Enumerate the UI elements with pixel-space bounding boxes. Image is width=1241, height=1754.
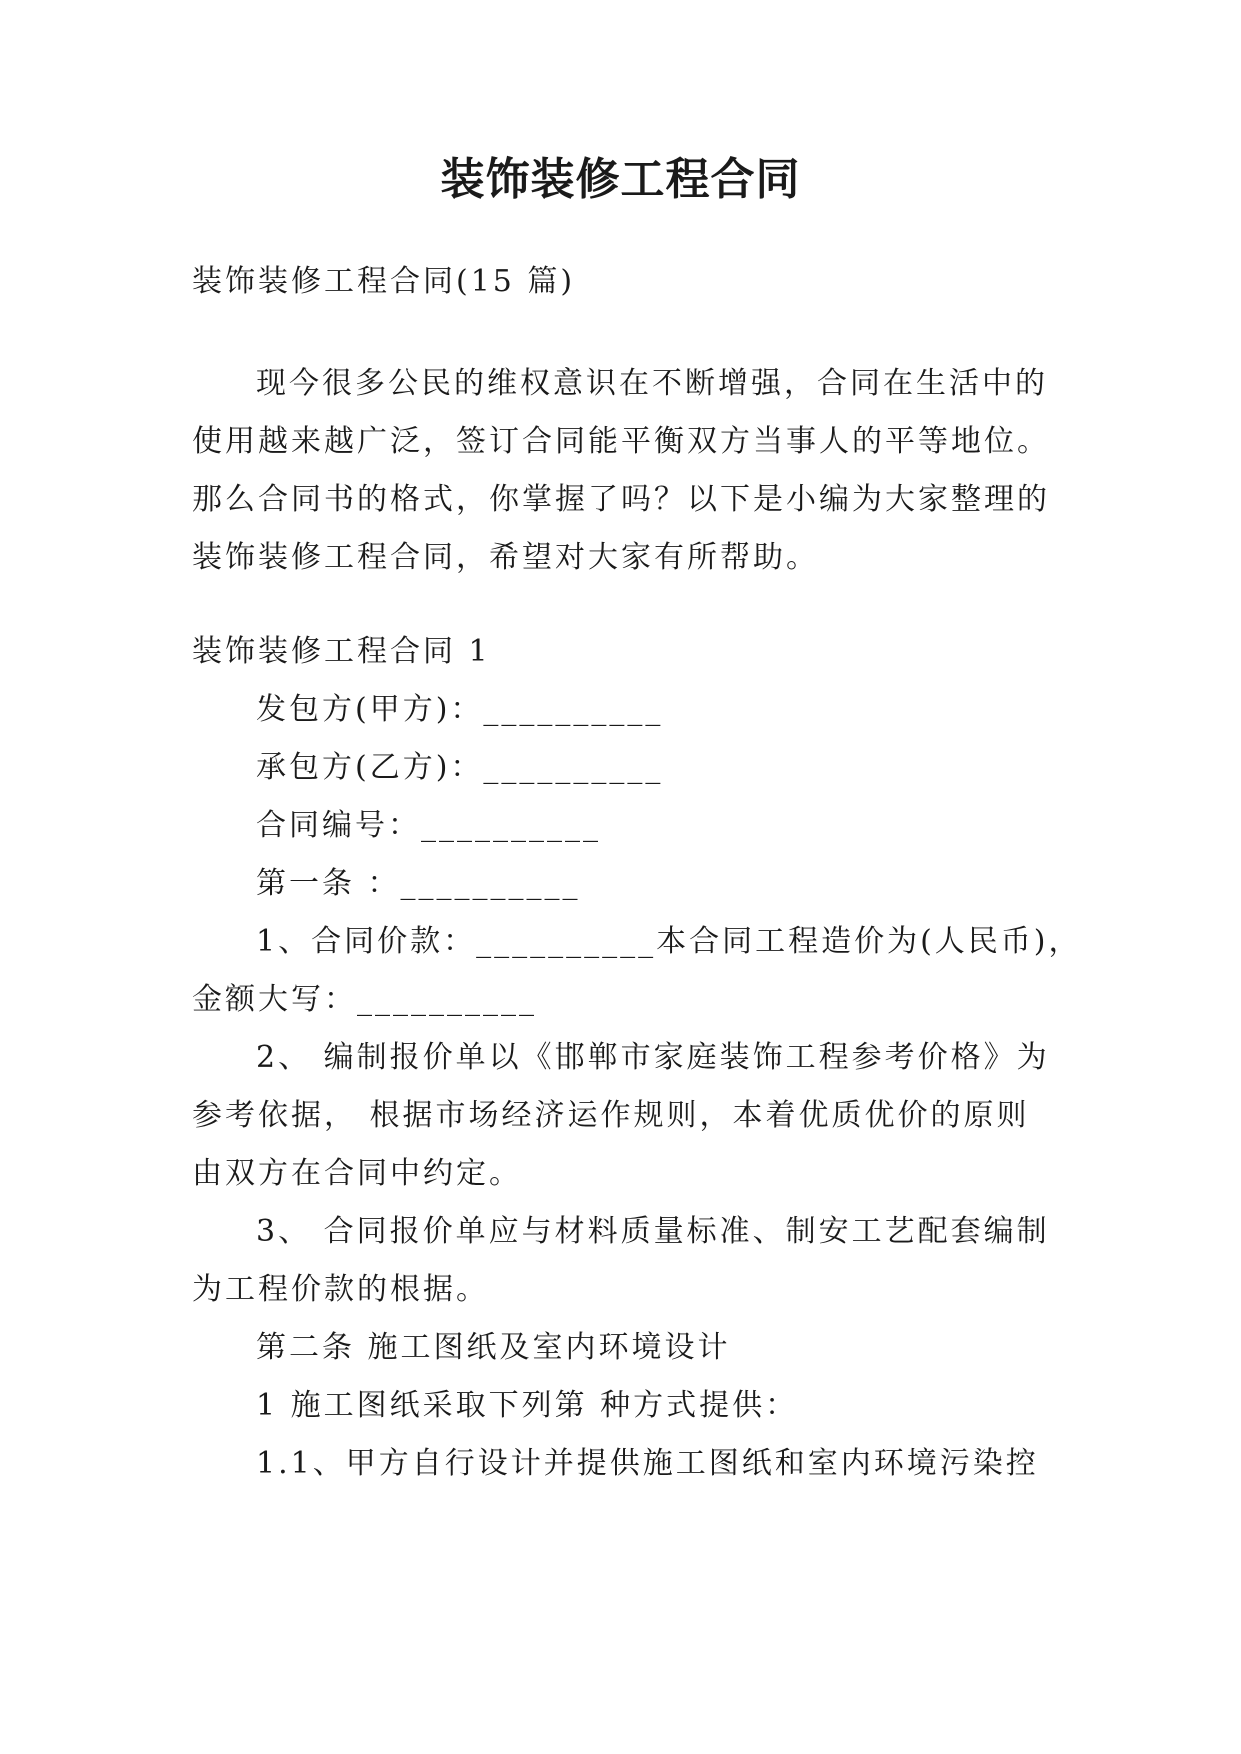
article-2-heading: 第二条 施工图纸及室内环境设计 xyxy=(256,1330,731,1365)
document-subtitle: 装饰装修工程合同(15 篇) xyxy=(192,264,576,299)
intro-line-4: 装饰装修工程合同，希望对大家有所帮助。 xyxy=(192,540,819,575)
item-3-line-1: 3、 合同报价单应与材料质量标准、制安工艺配套编制 xyxy=(256,1214,1050,1249)
drawing-clause-1-1: 1.1、甲方自行设计并提供施工图纸和室内环境污染控 xyxy=(256,1446,1039,1481)
drawing-clause-1: 1 施工图纸采取下列第 种方式提供： xyxy=(256,1388,799,1423)
intro-line-3: 那么合同书的格式，你掌握了吗？以下是小编为大家整理的 xyxy=(192,482,1050,517)
intro-line-1: 现今很多公民的维权意识在不断增强，合同在生活中的 xyxy=(256,366,1048,401)
item-2-line-2: 参考依据， 根据市场经济运作规则，本着优质优价的原则 xyxy=(192,1098,1030,1133)
item-2-line-1: 2、 编制报价单以《邯郸市家庭装饰工程参考价格》为 xyxy=(256,1040,1050,1075)
item-2-line-3: 由双方在合同中约定。 xyxy=(192,1156,522,1191)
price-line-2: 金额大写：__________ xyxy=(192,982,537,1017)
intro-line-2: 使用越来越广泛，签订合同能平衡双方当事人的平等地位。 xyxy=(192,424,1050,459)
document-title: 装饰装修工程合同 xyxy=(440,154,801,205)
article-1-heading: 第一条 ：__________ xyxy=(256,866,581,901)
contract-heading: 装饰装修工程合同 1 xyxy=(192,634,491,669)
contract-number-line: 合同编号：__________ xyxy=(256,808,601,843)
party-a-line: 发包方(甲方)：__________ xyxy=(256,692,664,727)
price-line-1: 1、合同价款：__________本合同工程造价为(人民币)， xyxy=(256,924,1082,959)
item-3-line-2: 为工程价款的根据。 xyxy=(192,1272,489,1307)
party-b-line: 承包方(乙方)：__________ xyxy=(256,750,664,785)
